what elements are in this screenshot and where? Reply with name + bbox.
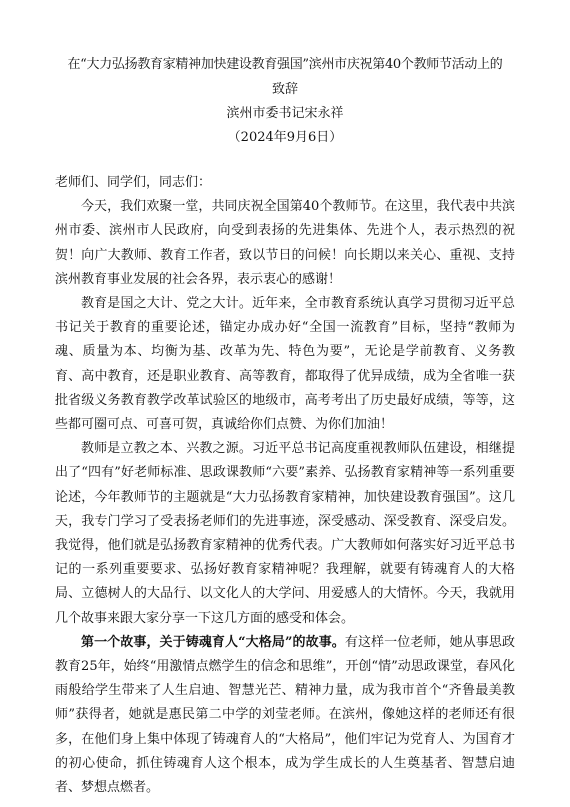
paragraph-4 [55,631,515,800]
paragraph-1 [55,195,515,292]
paragraph-text: 今天，我们欢聚一堂，共同庆祝全国第40个教师节。在这里，我代表中共滨州市委、滨州市人民政府，向受到表扬的先进集体、先进个人，表示热烈的祝贺！向广大教师、教育工作者，致以节日的问候！向长期以来关心、重视、支持滨州教育事业发展的社会各界，表示衷心的感谢！ [55,199,515,287]
title-line-2: 致辞 [271,82,298,97]
paragraph-lead-sentence: 第一个故事，关于铸魂育人“大格局”的故事。 [81,634,345,650]
paragraph-3 [55,437,515,631]
paragraph-text: 教师是立教之本、兴教之源。习近平总书记高度重视教师队伍建设，相继提出了“四有”好老师标准、思政课教师“六要”素养、弘扬教育家精神等一系列重要论述，今年教师节的主题就是“大力弘扬教育家精神，加快建设教育强国”。这几天，我专门学习了受表扬老师们的先进事迹，深受感动、深受教育、深受启发。我觉得，他们就是弘扬教育家精神的优秀代表。广大教师如何落实好习近平总书记的一系列重要要求、弘扬好教育家精神呢？我理解，就要有铸魂育人的大格局、立德树人的大品行、以文化人的大学问、用爱感人的大情怀。今天，我就用几个故事来跟大家分享一下这几方面的感受和体会。 [55,441,515,626]
title-line-1: 在“大力弘扬教育家精神加快建设教育强国”滨州市庆祝第40个教师节活动上的 [67,57,503,72]
date-line: （2024年9月6日） [227,130,343,145]
speech-body [55,171,515,800]
document-page [55,52,515,800]
document-title [55,52,515,102]
paragraph-text: 有这样一位老师，她从事思政教育25年，始终“用激情点燃学生的信念和思维”，开创“情”动思政课堂，春风化雨般给学生带来了人生启迪、智慧光芒、精神力量，成为我市首个“齐鲁最美教师”获得者，她就是惠民第二中学的刘莹老师。在滨州，像她这样的老师还有很多，在他们身上集中体现了铸魂育人的“大格局”，他们牢记为党育人、为国育才的初心使命，抓住铸魂育人这个根本，成为学生成长的人生奠基者、智慧启迪者、梦想点燃者。 [55,634,515,796]
paragraph-2 [55,292,515,437]
salutation: 老师们、同学们，同志们： [55,175,212,190]
author-line: 滨州市委书记宋永祥 [226,106,344,121]
paragraph-text: 教育是国之大计、党之大计。近年来，全市教育系统认真学习贯彻习近平总书记关于教育的重要论述，锚定办成办好“全国一流教育”目标，坚持“教师为魂、质量为本、均衡为基、改革为先、特色为要”，无论是学前教育、义务教育、高中教育，还是职业教育、高等教育，都取得了优异成绩，成为全省唯一获批省级义务教育教学改革试验区的地级市，高考考出了历史最好成绩，等等，这些都可圈可点、可喜可贺，真诚给你们点赞、为你们加油！ [55,296,515,433]
